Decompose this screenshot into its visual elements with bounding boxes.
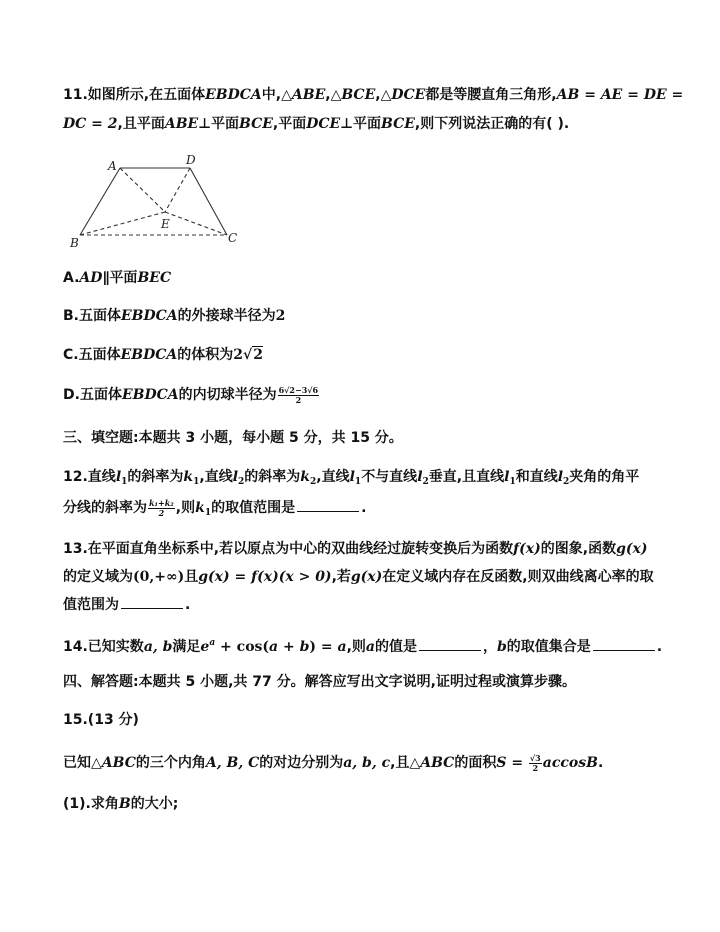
text: ,△: [325, 87, 342, 103]
math: 2: [233, 347, 243, 363]
math: l: [504, 469, 510, 485]
math: a, b: [143, 639, 173, 655]
denominator: 2: [532, 762, 539, 773]
text: 的图象,函数: [540, 541, 617, 557]
answer-blank[interactable]: [593, 636, 655, 651]
text: 的大小;: [130, 796, 179, 812]
label-c: C: [228, 231, 238, 245]
text: .: [656, 639, 663, 655]
math: BCE: [341, 87, 376, 103]
q11-line2: [63, 114, 569, 134]
text: 的三个内角: [135, 755, 206, 771]
math: ) =: [309, 639, 338, 655]
math: AD: [79, 270, 103, 286]
text: ⊥平面: [340, 116, 382, 132]
q11-option-b: [63, 306, 285, 326]
math: g(x): [616, 541, 648, 557]
math: g(x): [350, 569, 383, 585]
text: 的内切球半径为: [178, 387, 277, 403]
text: 的对边分别为: [259, 755, 344, 771]
text: ,直线: [199, 469, 233, 485]
text: 的斜率为: [244, 469, 301, 485]
math: l: [115, 469, 122, 485]
text: ,则: [346, 639, 366, 655]
text: 值范围为: [63, 597, 119, 613]
subscript: 2: [563, 477, 570, 487]
answer-blank[interactable]: [419, 636, 481, 651]
text: ,△: [375, 87, 392, 103]
text: 14.已知实数: [63, 639, 144, 655]
fraction: [148, 499, 175, 518]
math: l: [232, 469, 239, 485]
text: 的取值集合是: [506, 639, 591, 655]
text: 已知△: [63, 755, 102, 771]
answer-blank[interactable]: [121, 594, 183, 609]
math: k: [183, 469, 194, 485]
text: ,则: [175, 500, 196, 516]
subscript: 2: [238, 477, 245, 487]
text: 的面积: [454, 755, 497, 771]
q13-line1: [63, 539, 647, 559]
section-3-heading: [63, 428, 403, 448]
edge-ec: [165, 212, 227, 235]
q12-line2: [63, 497, 366, 523]
edge-eb: [80, 212, 165, 235]
text: 满足: [172, 639, 201, 655]
text: 夹角的角平: [569, 469, 640, 485]
label-a: A: [108, 159, 117, 173]
q14-line: [63, 633, 662, 657]
math: BEC: [137, 270, 172, 286]
section-4-heading: [63, 672, 576, 692]
text: B.五面体: [63, 308, 121, 324]
superscript: a: [209, 638, 216, 648]
subscript: 1: [354, 477, 362, 487]
math: DC = 2: [63, 116, 118, 132]
q13-line3: [63, 594, 190, 615]
text: ,直线: [316, 469, 350, 485]
math: DCE: [391, 87, 426, 103]
text: 的斜率为: [127, 469, 184, 485]
text: (1).求角: [63, 796, 119, 812]
numerator: √3: [529, 752, 541, 763]
text: 11.如图所示,在五面体: [63, 87, 206, 103]
answer-blank[interactable]: [297, 497, 359, 512]
q12-line1: [63, 467, 639, 492]
text: C.五面体: [63, 347, 121, 363]
label-d: D: [186, 153, 196, 167]
text: 且: [184, 569, 199, 585]
q11-line1: [63, 85, 683, 105]
math: (0,+∞): [133, 569, 185, 585]
subscript: 2: [310, 477, 317, 487]
math: ABE: [164, 116, 199, 132]
math: 2: [275, 308, 286, 324]
text: ⊥平面: [198, 116, 240, 132]
q15-title: [63, 710, 139, 730]
subscript: 1: [509, 477, 516, 487]
q11-option-c: [63, 345, 263, 365]
text: ,若: [331, 569, 351, 585]
math: k: [300, 469, 310, 485]
text: D.五面体: [63, 387, 122, 403]
math: ABC: [101, 755, 136, 771]
text: 垂直,且直线: [428, 469, 505, 485]
math: f(x): [513, 541, 541, 557]
edge-de: [165, 168, 190, 212]
math: 2: [253, 347, 263, 363]
text: 和直线: [515, 469, 558, 485]
subscript: 2: [422, 477, 429, 487]
math: b: [496, 639, 507, 655]
math: a, b, c: [343, 755, 391, 771]
math: B: [118, 796, 131, 812]
text: ,且△: [390, 755, 421, 771]
math: EBDCA: [121, 308, 178, 324]
text: ,且平面: [117, 116, 165, 132]
math: e: [200, 639, 210, 655]
math: ABE: [291, 87, 326, 103]
fraction: [529, 754, 542, 773]
math: accosB: [542, 755, 598, 771]
label-e: E: [161, 217, 170, 231]
math: g(x) = f(x)(x > 0): [198, 569, 332, 585]
math: DCE: [306, 116, 341, 132]
math: AB = AE = DE =: [556, 87, 684, 103]
math: EBDCA: [120, 347, 178, 363]
math: ABC: [420, 755, 455, 771]
q15-stem: [63, 753, 603, 773]
sqrt-sign: √: [243, 347, 253, 363]
math: l: [557, 469, 564, 485]
q11-option-d: [63, 385, 320, 405]
denominator: 2: [295, 394, 302, 405]
math: + cos(: [215, 639, 270, 655]
text: .: [597, 755, 604, 771]
numerator: k₁+k₂: [149, 497, 174, 508]
math: a: [365, 639, 375, 655]
math: S =: [496, 755, 528, 771]
math: l: [417, 469, 423, 485]
numerator: 6√2−3√6: [278, 384, 319, 395]
math: EBDCA: [205, 87, 262, 103]
math: a + b: [269, 639, 310, 655]
q15-part1: [63, 794, 178, 814]
text: .: [361, 500, 367, 516]
edge-dc: [190, 168, 227, 235]
text: ,则下列说法正确的有( ).: [414, 116, 570, 132]
subscript: 1: [121, 477, 128, 487]
edge-ae: [120, 168, 165, 212]
subscript: 1: [193, 477, 200, 487]
fraction: [278, 386, 319, 405]
math: A, B, C: [205, 755, 260, 771]
text: 的值是: [374, 639, 417, 655]
text: ∥平面: [102, 270, 138, 286]
text: 的取值范围是: [211, 500, 296, 516]
math: EBDCA: [121, 387, 179, 403]
math: k: [195, 500, 205, 516]
label-b: B: [70, 236, 79, 250]
subscript: 1: [204, 508, 212, 518]
text: 的体积为: [177, 347, 234, 363]
text: .: [185, 597, 191, 613]
math: BCE: [381, 116, 415, 132]
text: 四、解答题:本题共 5 小题,共 77 分。解答应写出文字说明,证明过程或演算步骤。: [63, 674, 576, 690]
text: ，: [482, 639, 497, 655]
text: A.: [63, 270, 80, 286]
text: 分线的斜率为: [63, 500, 147, 516]
text: 在定义域内存在反函数,则双曲线离心率的取: [382, 569, 654, 585]
edge-ab: [80, 168, 120, 235]
math: a: [337, 639, 347, 655]
q11-option-a: [63, 268, 171, 288]
text: 三、填空题:本题共 3 小题，每小题 5 分，共 15 分。: [63, 430, 403, 446]
math: l: [349, 469, 355, 485]
q13-line2: [63, 567, 654, 587]
text: 的外接球半径为: [177, 308, 276, 324]
text: 中,△: [261, 87, 292, 103]
text: 不与直线: [361, 469, 418, 485]
text: 12.直线: [63, 469, 116, 485]
math: BCE: [239, 116, 273, 132]
text: ,平面: [272, 116, 307, 132]
text: 的定义域为: [63, 569, 133, 585]
text: 15.(13 分): [63, 712, 139, 728]
text: 13.在平面直角坐标系中,若以原点为中心的双曲线经过旋转变换后为函数: [63, 541, 514, 557]
denominator: 2: [158, 507, 165, 518]
text: 都是等腰直角三角形,: [425, 87, 557, 103]
q11-figure: [60, 150, 250, 250]
